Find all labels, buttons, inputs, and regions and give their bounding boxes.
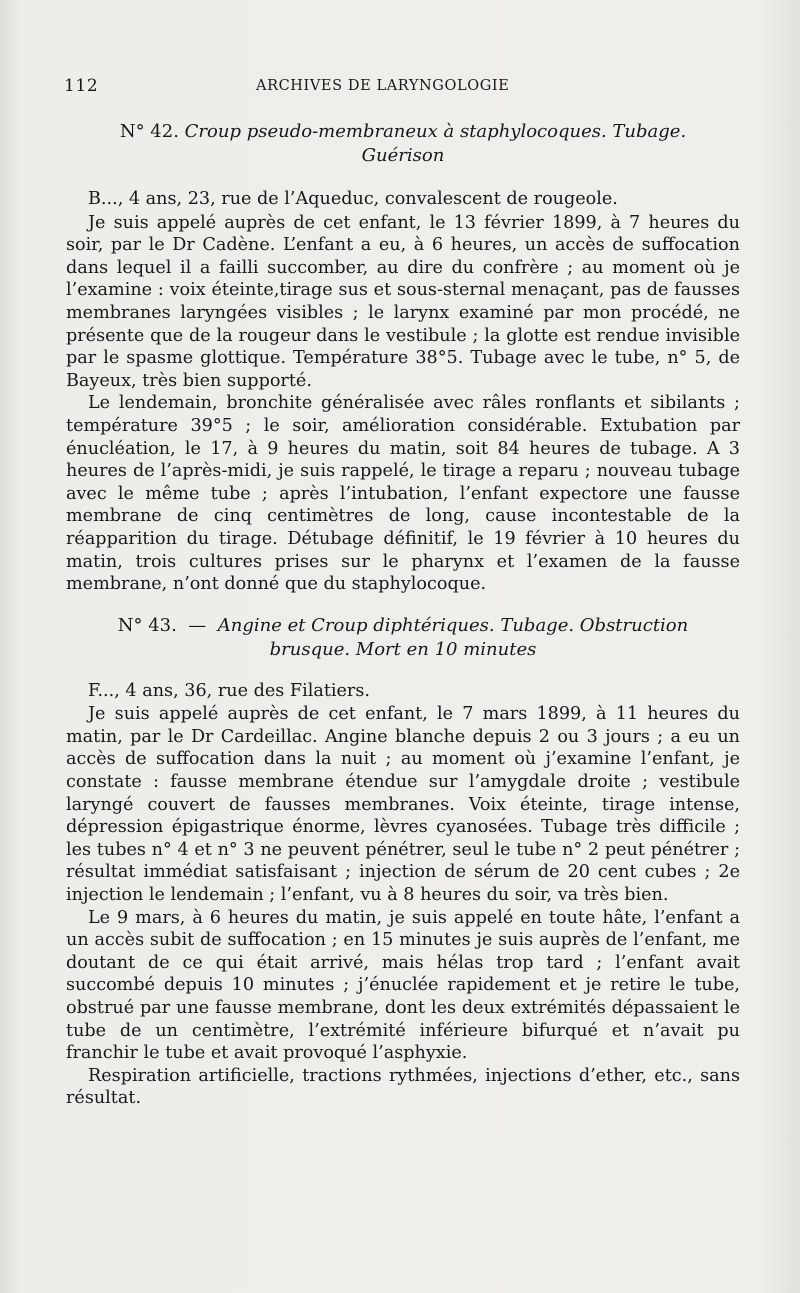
case-43-patient: F..., 4 ans, 36, rue des Filatiers.: [88, 680, 370, 701]
case-43-heading: N° 43. — Angine et Croup diphtériques. Tubage. Obstruction brusque. Mort en 10 minutes: [117, 614, 689, 660]
page-number: 112: [64, 76, 99, 96]
case-43-paragraph-2: Le 9 mars, à 6 heures du matin, je suis appelé en toute hâte, l’enfant a un accès subit de suffocation ; en 15 minutes je suis auprès de l’enfant, me doutant de ce qui était arrivé, mais hélas trop tard ; l’enfant avait succombé depuis 10 minutes ; j’énuclée rapidement et je retire le tube, obstrué par une fausse membrane, dont les deux extrémités dépassaient le tube de un centimètre, l’extrémité inférieure bifurqué et n’avait pu franchir le tube et avait provoqué l’asphyxie.: [66, 907, 740, 1064]
case-42-number: N° 42.: [119, 121, 179, 142]
case-42-title-line2: Guérison: [361, 145, 445, 166]
running-head: [64, 76, 740, 100]
running-title: ARCHIVES DE LARYNGOLOGIE: [256, 78, 510, 94]
case-42-patient: B..., 4 ans, 23, rue de l’Aqueduc, convalescent de rougeole.: [88, 189, 618, 209]
case-43-title-line1: Angine et Croup diphtériques. Tubage. Obstruction: [217, 614, 689, 636]
page-body: [66, 120, 740, 1110]
case-43-paragraph-1: Je suis appelé auprès de cet enfant, le 7 mars 1899, à 11 heures du matin, par le Dr Cardeillac. Angine blanche depuis 2 ou 3 jours ; a eu un accès de suffocation dans la nuit ; au moment où j’examine l’enfant, je constate : fausse membrane étendue sur l’amygdale droite ; vestibule laryngé couvert de fausses membranes. Voix éteinte, tirage intense, dépression épigastrique énorme, lèvres cyanosées. Tubage très difficile ; les tubes n° 4 et n° 3 ne peuvent pénétrer, seul le tube n° 2 peut pénétrer ; résultat immédiat satisfaisant ; injection de sérum de 20 cent cubes ; 2e injection le lendemain ; l’enfant, vu à 8 heures du soir, va très bien.: [66, 704, 740, 906]
case-43-title-line2: brusque. Mort en 10 minutes: [269, 638, 537, 660]
case-43-number: N° 43.: [117, 614, 177, 636]
case-43-paragraph-3: Respiration artificielle, tractions rythmées, injections d’ether, etc., sans résultat.: [66, 1065, 740, 1109]
case-42-heading: [66, 120, 740, 168]
case-42-paragraph-2: Le lendemain, bronchite généralisée avec râles ronflants et sibilants ; température 39°5 ; le soir, amélioration considérable. Extubation par énucléation, le 17, à 9 heures du matin, soit 84 heures de tubage. A 3 heures de l’après-midi, je suis rappelé, le tirage a reparu ; nouveau tubage avec le même tube ; après l’intubation, l’enfant expectore une fausse membrane de cinq centimètres de long, cause incontestable de la réapparition du tirage. Détubage définitif, le 19 février à 10 heures du matin, trois cultures prises sur le pharynx et l’examen de la fausse membrane, n’ont donné que du staphylocoque.: [66, 393, 740, 595]
case-42-paragraph-1: Je suis appelé auprès de cet enfant, le 13 février 1899, à 7 heures du soir, par le Dr Cadène. L’enfant a eu, à 6 heures, un accès de suffocation dans lequel il a failli succomber, au dire du confrère ; au moment où je l’examine : voix éteinte,tirage sus et sous-sternal menaçant, pas de fausses membranes laryngées visibles ; le larynx examiné par mon procédé, ne présente que de la rougeur dans le vestibule ; la glotte est rendue invisible par le spasme glottique. Température 38°5. Tubage avec le tube, n° 5, de Bayeux, très bien supporté.: [66, 212, 740, 391]
case-42-title-line1: Croup pseudo-membraneux à staphylocoques. Tubage.: [184, 121, 687, 142]
